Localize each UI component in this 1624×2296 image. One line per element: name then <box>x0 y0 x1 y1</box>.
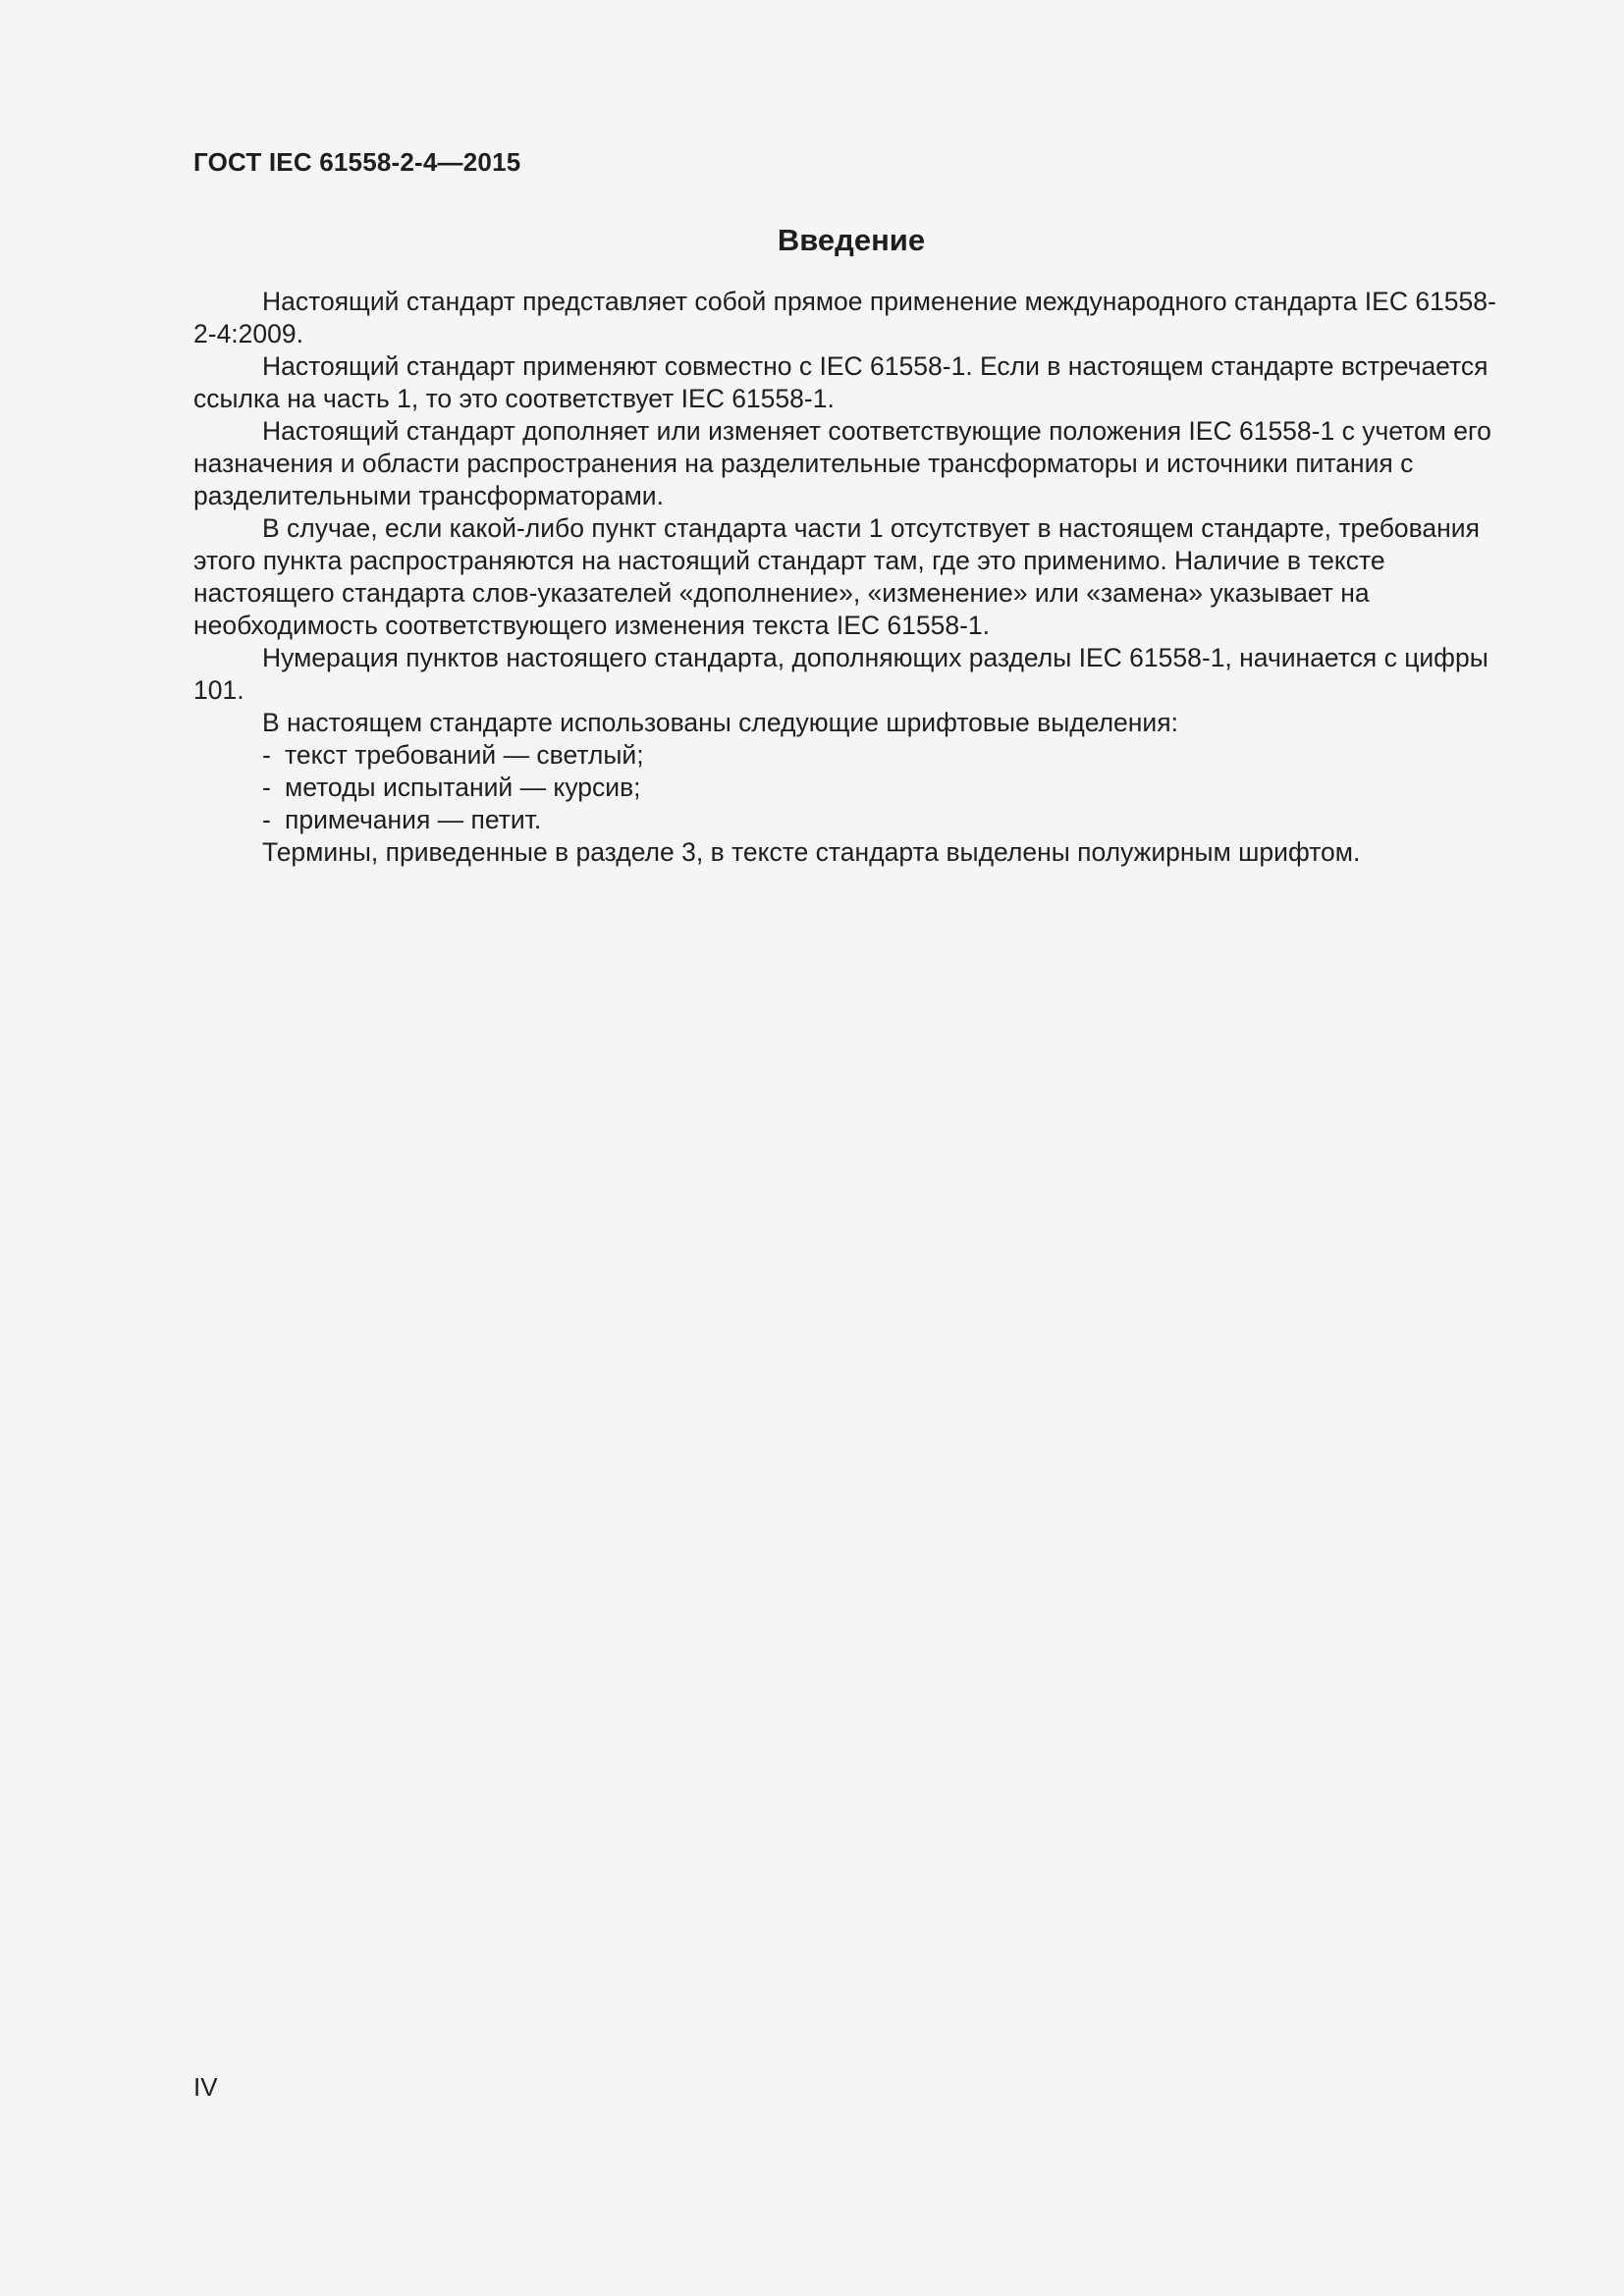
paragraph: Нумерация пунктов настоящего стандарта, дополняющих разделы IEC 61558-1, начинается с цифры 101. <box>193 643 1489 705</box>
paragraph: Настоящий стандарт дополняет или изменяет соответствующие положения IEC 61558-1 с учетом его назначения и области распространения на разделительные трансформаторы и источники питания с разделительными трансформаторами. <box>193 416 1491 510</box>
paragraph: Настоящий стандарт применяют совместно с IEC 61558-1. Если в настоящем стандарте встречается ссылка на часть 1, то это соответствует IEC 61558-1. <box>193 351 1489 413</box>
list-item-text: текст требований — светлый; <box>285 740 644 770</box>
list-marker: - <box>262 805 271 834</box>
list-marker: - <box>262 773 271 802</box>
list-item-text: методы испытаний — курсив; <box>285 773 641 802</box>
list-item <box>193 739 1507 772</box>
document-code: ГОСТ IEC 61558-2-4—2015 <box>193 147 521 177</box>
list-item <box>193 772 1507 804</box>
section-title: Введение <box>777 223 926 257</box>
paragraph: Настоящий стандарт представляет собой прямое применение международного стандарта IEC 61558-2-4:2009. <box>193 287 1496 348</box>
page-number: IV <box>193 2072 218 2102</box>
list-item <box>193 804 1507 836</box>
paragraph: В настоящем стандарте использованы следующие шрифтовые выделения: <box>262 708 1178 737</box>
body-text <box>193 286 1507 869</box>
list-item-text: примечания — петит. <box>285 805 542 834</box>
list-marker: - <box>262 740 271 770</box>
paragraph: В случае, если какой-либо пункт стандарта части 1 отсутствует в настоящем стандарте, требования этого пункта распространяются на настоящий стандарт там, где это применимо. Наличие в тексте настоящего стандарта слов-указателей «дополнение», «изменение» или «замена» указывает на необходимость соответствующего изменения текста IEC 61558-1. <box>193 513 1480 640</box>
paragraph-closing: Термины, приведенные в разделе 3, в тексте стандарта выделены полужирным шрифтом. <box>262 837 1361 867</box>
